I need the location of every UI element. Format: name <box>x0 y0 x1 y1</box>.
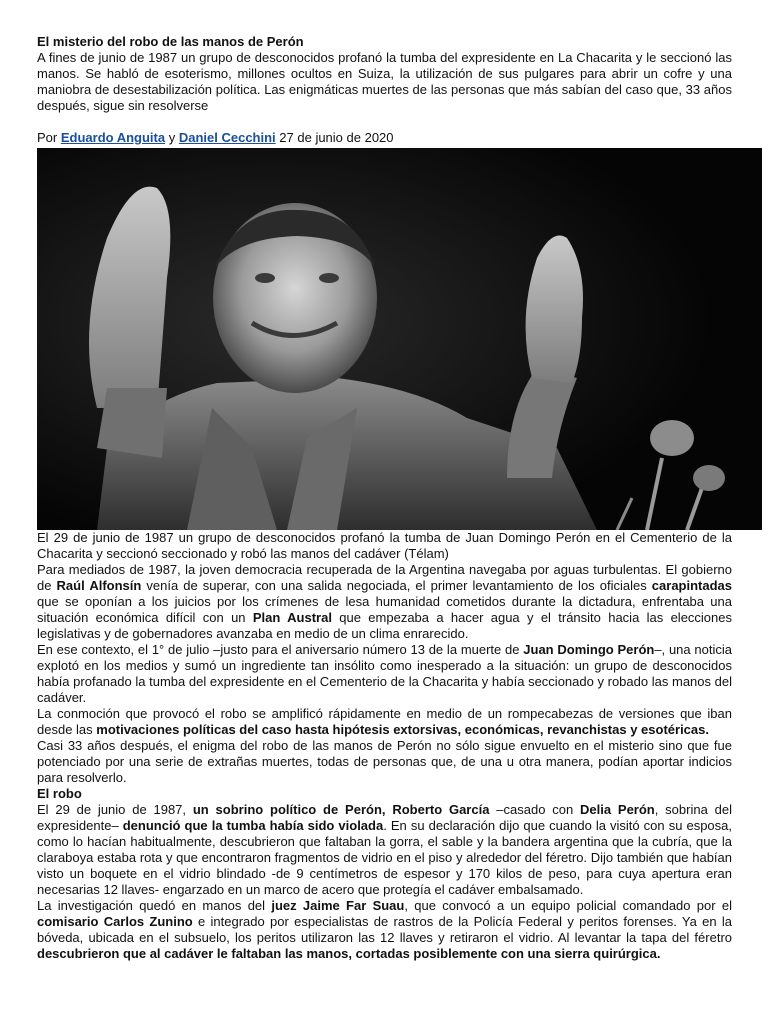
photo-illustration <box>37 148 762 530</box>
article-lead: A fines de junio de 1987 un grupo de desconocidos profanó la tumba del expresidente en La Chacarita y le seccionó las manos. Se habló de esoterismo, millones ocultos en Suiza, la utilización de sus pulgares para abrir un cofre y una maniobra de desestabilización política. Las enigmáticas muertes de las personas que más sabían del caso que, 33 años después, sigue sin resolverse <box>37 50 732 113</box>
byline-joiner: y <box>168 130 176 145</box>
paragraph-2: En ese contexto, el 1° de julio –justo para el aniversario número 13 de la muerte de Juan Domingo Perón–, una noticia explotó en los medios y sumó un ingrediente tan insólito como inesperado a la situación: un grupo de desconocidos había profanado la tumba del expresidente en el Cementerio de la Chacarita y había seccionado y robado las manos del cadáver. <box>37 642 732 705</box>
paragraph-3: La conmoción que provocó el robo se amplificó rápidamente en medio de un rompecabezas de versiones que iban desde las motivaciones políticas del caso hasta hipótesis extorsivas, económicas, revanchistas y esotéricas. <box>37 706 732 737</box>
author-link-cecchini[interactable]: Daniel Cecchini <box>178 130 276 145</box>
article <box>37 34 732 962</box>
byline-date: 27 de junio de 2020 <box>279 130 394 145</box>
byline <box>37 130 732 146</box>
photo-caption: El 29 de junio de 1987 un grupo de desconocidos profanó la tumba de Juan Domingo Perón en el Cementerio de la Chacarita y seccionó seccionado y robó las manos del cadáver (Télam) <box>37 530 732 561</box>
author-link-anguita[interactable]: Eduardo Anguita <box>60 130 166 145</box>
paragraph-6: La investigación quedó en manos del juez Jaime Far Suau, que convocó a un equipo policial comandado por el comisario Carlos Zunino e integrado por especialistas de rastros de la Policía Federal y peritos forenses. Ya en la bóveda, ubicada en el subsuelo, los peritos utilizaron las 12 llaves y retiraron el vidrio. Al levantar la tapa del féretro descubrieron que al cadáver le faltaban las manos, cortadas posiblemente con una sierra quirúrgica. <box>37 898 732 961</box>
paragraph-4: Casi 33 años después, el enigma del robo de las manos de Perón no sólo sigue envuelto en el misterio sino que fue potenciado por una serie de extrañas muertes, todas de personas que, de una u otra manera, podían aportar indicios para resolverlo. <box>37 738 732 785</box>
paragraph-1: Para mediados de 1987, la joven democracia recuperada de la Argentina navegaba por aguas turbulentas. El gobierno de Raúl Alfonsín venía de superar, con una salida negociada, el primer levantamiento de los oficiales carapintadas que se oponían a los juicios por los crímenes de lesa humanidad cometidos durante la dictadura, enfrentaba una situación económica difícil con un Plan Austral que empezaba a hacer agua y el tránsito hacia las elecciones legislativas y de gobernadores avanzaba en medio de un clima enrarecido. <box>37 562 732 641</box>
article-title: El misterio del robo de las manos de Perón <box>37 34 304 49</box>
section-heading: El robo <box>37 786 82 801</box>
paragraph-5: El 29 de junio de 1987, un sobrino político de Perón, Roberto García –casado con Delia Perón, sobrina del expresidente– denunció que la tumba había sido violada. En su declaración dijo que cuando la visitó con su esposa, como lo hacían habitualmente, descubrieron que faltaban la gorra, el sable y la bandera argentina que la cubría, que la claraboya estaba rota y que encontraron fragmentos de vidrio en el piso y alrededor del féretro. Dijo también que habían visto un boquete en el vidrio blindado -de 9 centímetros de espesor y 170 kilos de peso, para cuya apertura eran necesarias 12 llaves- engarzado en un marco de acero que protegía el cadáver embalsamado. <box>37 802 733 897</box>
byline-prefix: Por <box>37 130 58 145</box>
article-photo <box>37 148 762 530</box>
